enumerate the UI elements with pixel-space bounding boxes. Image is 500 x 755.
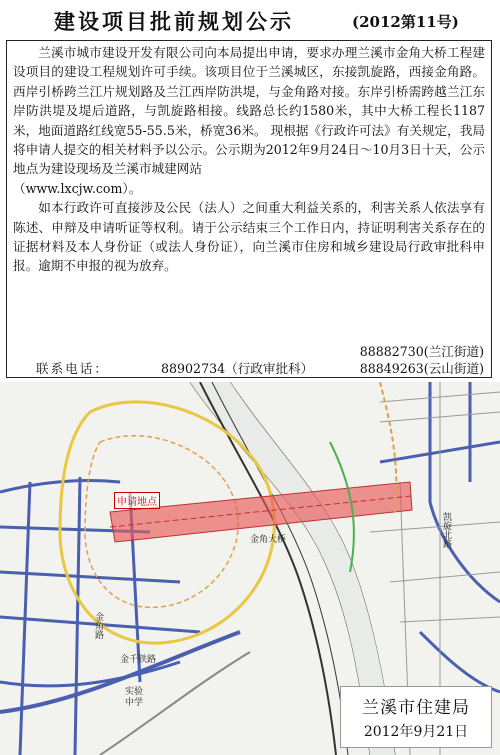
phone-yunshan: 88849263(云山街道) — [359, 361, 484, 376]
page-title: 建设项目批前规划公示 — [54, 10, 294, 34]
notice-paragraph-2: 如本行政许可直接涉及公民（法人）之间重大利益关系的，利害关系人依法享有陈述、申辩及申请听证等权利。请于公示结束三个工作日内，持证明利害关系存在的证据材料及本人身份证（或法人身份证），向兰溪市住房和城乡建设局行政审批科申报。逾期不申报的视为放弃。 — [13, 200, 485, 274]
notice-box — [6, 40, 492, 378]
phone-lanjiang: 88882730(兰江街道) — [359, 344, 484, 359]
issuer-name: 兰溪市住建局 — [362, 698, 470, 718]
issue-number: (2012第11号) — [352, 13, 459, 31]
title-row — [0, 0, 500, 40]
notice-paragraph-1 — [13, 43, 485, 198]
road-label-jinjiao: 金角路 — [93, 612, 103, 639]
phone-approval: 88902734（行政审批科） — [161, 361, 314, 376]
road-label-kaixuan: 凯旋北路 — [441, 512, 451, 548]
notice-paragraph-1-text: 兰溪市城市建设开发有限公司向本局提出申请，要求办理兰溪市金角大桥工程建设项目的建设工程规划许可手续。该项目位于兰溪城区，东接凯旋路，西接金角路。西岸引桥跨兰江片规划路及兰江西岸防洪堤，与金角路对接。东岸引桥需跨越兰江东岸防洪堤及堤后道路，与凯旋路相接。线路总长约1580米，其中大桥工程长1187米，地面道路红线宽55-55.5米，桥宽36米。 现根据《行政许可法》有关规定，我局将申请人提交的相关材料予以公示。公示期为2012年9月24日～10月3日十天，公示地点为建设现场及兰溪市城建网站 — [13, 45, 485, 177]
school-label: 实验中学 — [125, 687, 144, 708]
issue-date: 2012年9月21日 — [363, 724, 469, 740]
contact-block — [6, 339, 492, 375]
bridge-label: 金角大桥 — [250, 535, 287, 545]
website-link[interactable]: （www.lxcjw.com）。 — [13, 180, 142, 196]
rail-label: 金千铁路 — [120, 655, 157, 665]
application-site-label: 申请地点 — [114, 492, 160, 509]
issuer-box — [340, 686, 492, 748]
contact-label: 联系电话： — [36, 361, 109, 376]
